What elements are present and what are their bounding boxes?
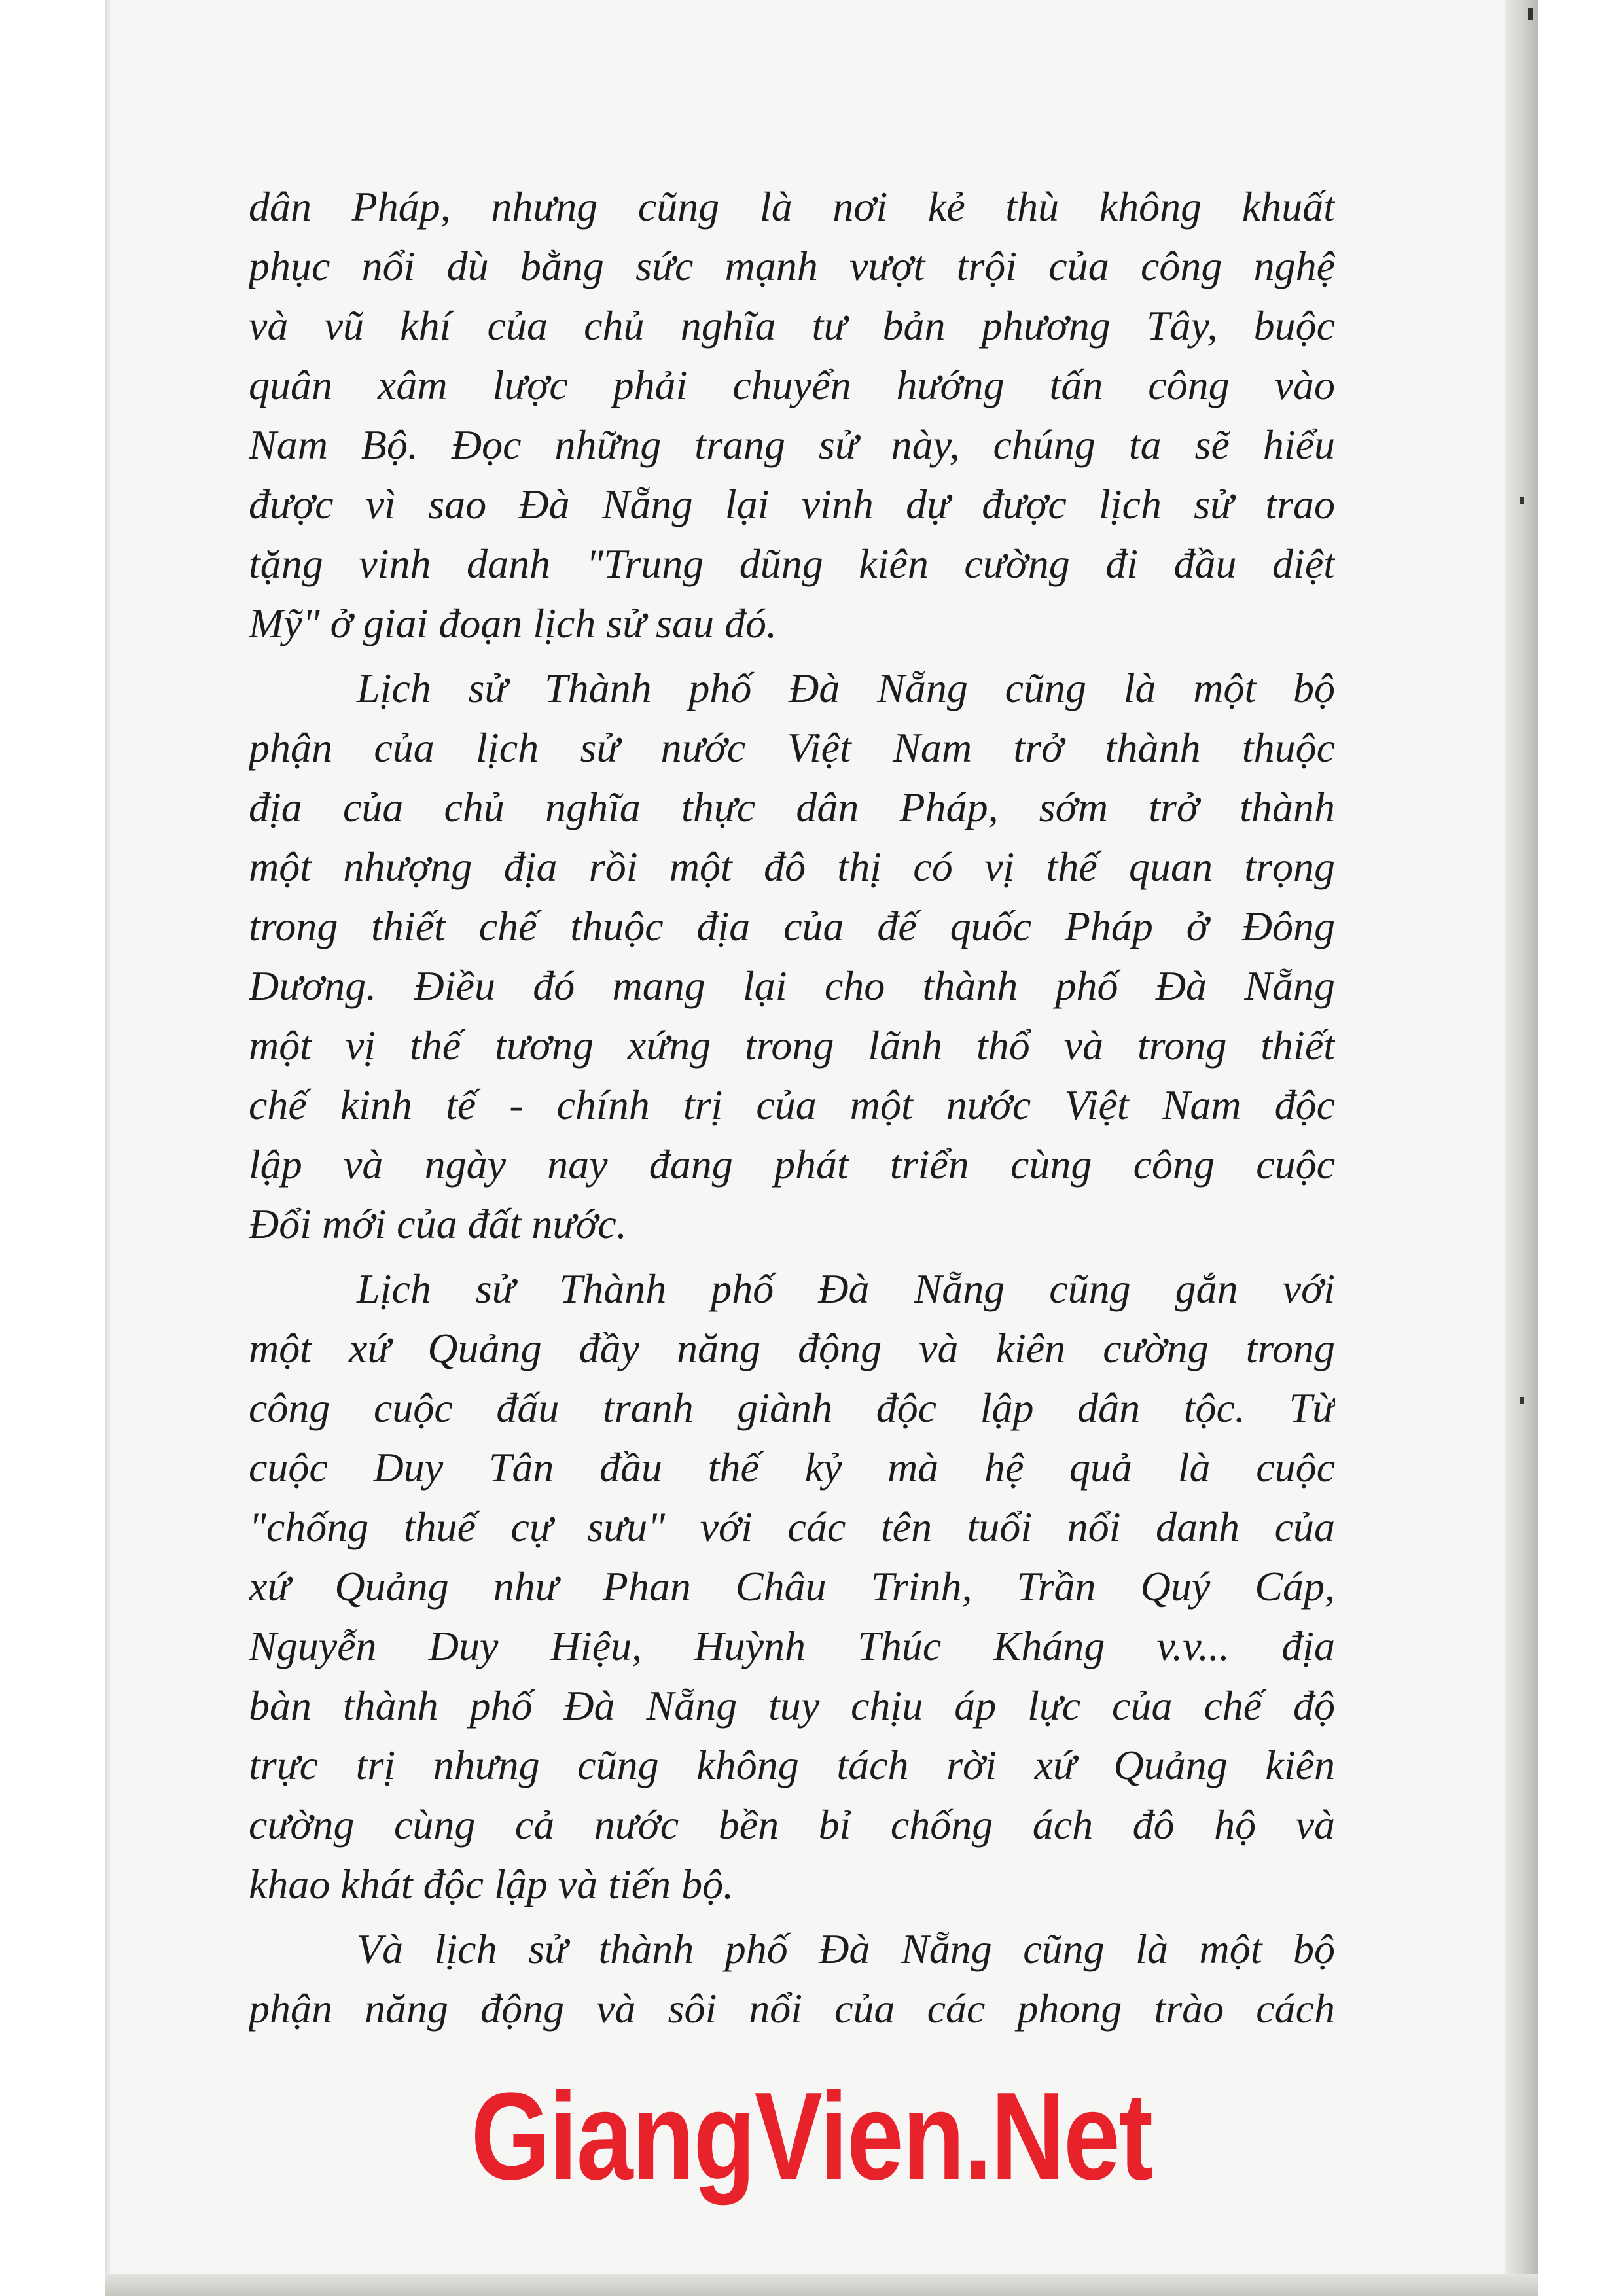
text-line: tặng vinh danh "Trung dũng kiên cường đi đầu diệt — [249, 540, 1335, 587]
text-line: công cuộc đấu tranh giành độc lập dân tộc. Từ — [249, 1385, 1335, 1431]
text-line: Dương. Điều đó mang lại cho thành phố Đà Nẵng — [249, 963, 1335, 1009]
paragraph — [249, 1259, 1335, 1914]
text-line: khao khát độc lập và tiến bộ. — [249, 1861, 734, 1907]
text-line: lập và ngày nay đang phát triển cùng công cuộc — [249, 1141, 1335, 1188]
paragraph — [249, 177, 1335, 653]
scan-mark — [1520, 1397, 1524, 1404]
text-line: xứ Quảng như Phan Châu Trinh, Trần Quý Cáp, — [249, 1563, 1335, 1610]
text-line: cường cùng cả nước bền bỉ chống ách đô hộ và — [249, 1801, 1335, 1848]
text-line: một vị thế tương xứng trong lãnh thổ và trong thiết — [249, 1022, 1335, 1069]
text-line: và vũ khí của chủ nghĩa tư bản phương Tây, buộc — [249, 302, 1335, 349]
text-line: cuộc Duy Tân đầu thế kỷ mà hệ quả là cuộc — [249, 1444, 1335, 1491]
text-line: Nguyễn Duy Hiệu, Huỳnh Thúc Kháng v.v... địa — [249, 1623, 1335, 1669]
text-line: phận của lịch sử nước Việt Nam trở thành thuộc — [249, 724, 1335, 771]
text-line: quân xâm lược phải chuyển hướng tấn công vào — [249, 362, 1335, 408]
paragraph — [249, 658, 1335, 1254]
text-line: địa của chủ nghĩa thực dân Pháp, sớm trở thành — [249, 784, 1335, 830]
book-binding-edge — [1505, 0, 1538, 2296]
scan-mark — [1528, 8, 1533, 20]
text-line: được vì sao Đà Nẵng lại vinh dự được lịch sử trao — [249, 481, 1335, 527]
paragraph — [249, 1919, 1335, 2038]
text-line: Nam Bộ. Đọc những trang sử này, chúng ta sẽ hiểu — [249, 421, 1335, 468]
page-left-edge — [105, 0, 111, 2296]
page-bottom-edge — [105, 2274, 1538, 2296]
text-line: dân Pháp, nhưng cũng là nơi kẻ thù không khuất — [249, 183, 1335, 230]
text-line: "chống thuế cự sưu" với các tên tuổi nổi danh của — [249, 1504, 1335, 1550]
text-line: Mỹ" ở giai đoạn lịch sử sau đó. — [249, 600, 777, 646]
text-line: trực trị nhưng cũng không tách rời xứ Quảng kiên — [249, 1742, 1335, 1788]
text-line: Và lịch sử thành phố Đà Nẵng cũng là một bộ — [357, 1926, 1335, 1972]
watermark-logo: GiangVien.Net — [471, 2067, 1152, 2206]
text-line: Lịch sử Thành phố Đà Nẵng cũng là một bộ — [357, 665, 1335, 711]
text-line: Đổi mới của đất nước. — [249, 1201, 627, 1247]
text-line: một nhượng địa rồi một đô thị có vị thế quan trọng — [249, 843, 1335, 890]
scan-margin — [1538, 0, 1623, 2296]
text-line: Lịch sử Thành phố Đà Nẵng cũng gắn với — [357, 1265, 1335, 1312]
text-line: bàn thành phố Đà Nẵng tuy chịu áp lực của chế độ — [249, 1682, 1335, 1729]
scan-mark — [1520, 497, 1524, 504]
body-text — [249, 177, 1335, 2043]
text-line: phục nổi dù bằng sức mạnh vượt trội của công nghệ — [249, 243, 1335, 289]
text-line: trong thiết chế thuộc địa của đế quốc Pháp ở Đông — [249, 903, 1335, 949]
text-line: một xứ Quảng đầy năng động và kiên cường trong — [249, 1325, 1335, 1371]
text-line: chế kinh tế - chính trị của một nước Việt Nam độc — [249, 1082, 1335, 1128]
text-line: phận năng động và sôi nổi của các phong trào cách — [249, 1985, 1335, 2032]
